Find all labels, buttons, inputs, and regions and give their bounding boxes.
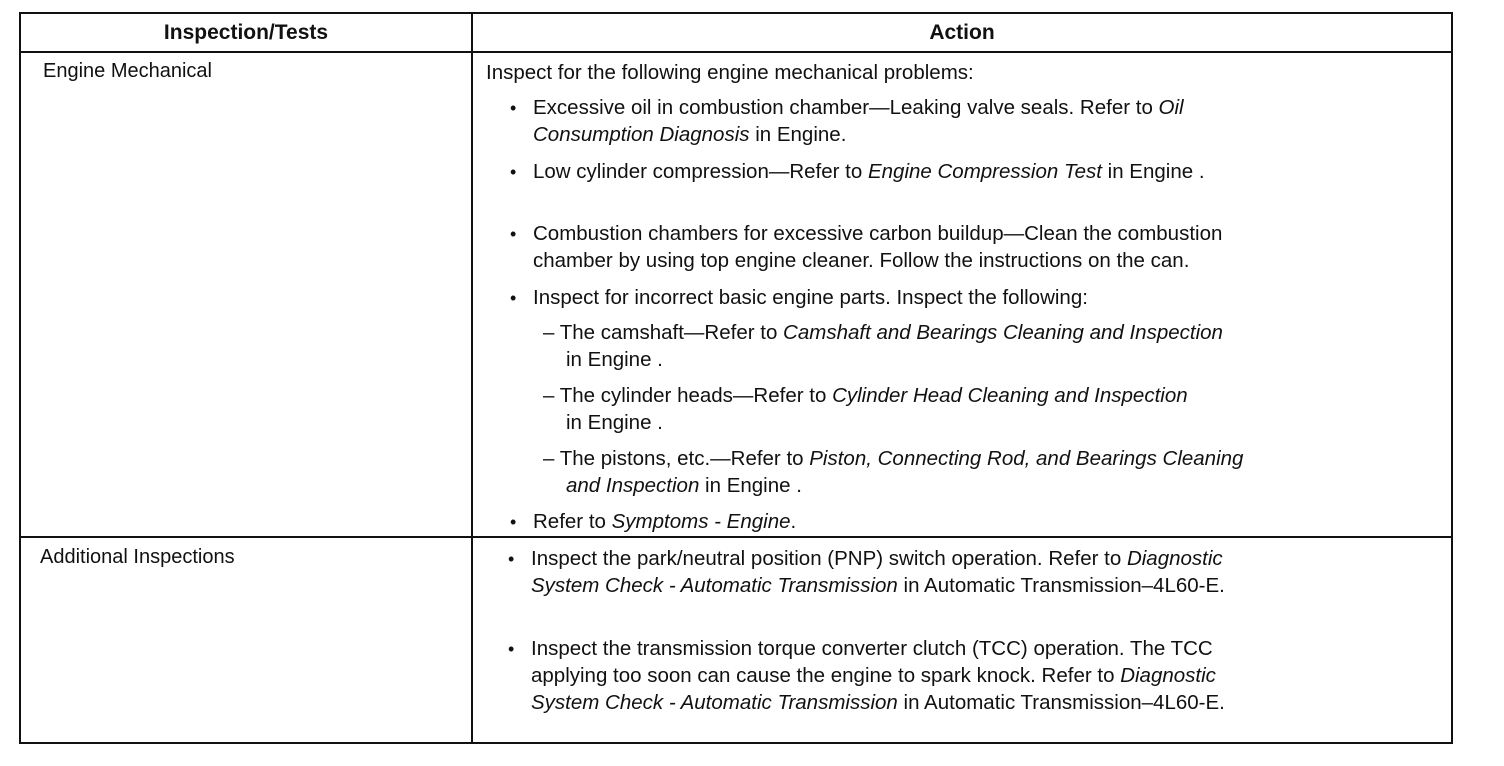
bullet-compression: Low cylinder compression—Refer to Engine Compression Test in Engine . (533, 160, 1205, 183)
bullet-glyph: • (510, 288, 517, 308)
bullet-pnp-line1: Inspect the park/neutral position (PNP) switch operation. Refer to Diagnostic (531, 547, 1223, 570)
bullet-glyph: • (510, 162, 517, 182)
bullet-glyph: • (508, 549, 515, 569)
bullet-glyph: • (510, 512, 517, 532)
subitem-pistons-line2: and Inspection in Engine . (566, 474, 802, 497)
diagnostic-table (19, 12, 1453, 744)
bullet-carbon-line2: chamber by using top engine cleaner. Follow the instructions on the can. (533, 249, 1190, 272)
bullet-glyph: • (510, 224, 517, 244)
bullet-oil-line1: Excessive oil in combustion chamber—Leaking valve seals. Refer to Oil (533, 96, 1184, 119)
row-label-additional-inspections: Additional Inspections (40, 546, 235, 568)
subitem-heads-line2: in Engine . (566, 411, 663, 434)
header-action: Action (929, 21, 995, 44)
bullet-basic-parts: Inspect for incorrect basic engine parts. Inspect the following: (533, 286, 1088, 309)
subitem-heads-line1: – The cylinder heads—Refer to Cylinder Head Cleaning and Inspection (543, 384, 1188, 407)
bullet-oil-line2: Consumption Diagnosis in Engine. (533, 123, 847, 146)
bullet-glyph: • (508, 639, 515, 659)
bullet-tcc-line3: System Check - Automatic Transmission in Automatic Transmission–4L60-E. (531, 691, 1225, 714)
bullet-tcc-line2: applying too soon can cause the engine to spark knock. Refer to Diagnostic (531, 664, 1216, 687)
subitem-pistons-line1: – The pistons, etc.—Refer to Piston, Connecting Rod, and Bearings Cleaning (543, 447, 1244, 470)
bullet-pnp-line2: System Check - Automatic Transmission in Automatic Transmission–4L60-E. (531, 574, 1225, 597)
bullet-tcc-line1: Inspect the transmission torque converter clutch (TCC) operation. The TCC (531, 637, 1213, 660)
row-label-engine-mechanical: Engine Mechanical (43, 60, 212, 82)
bullet-symptoms: Refer to Symptoms - Engine. (533, 510, 797, 533)
bullet-glyph: • (510, 98, 517, 118)
subitem-camshaft-line2: in Engine . (566, 348, 663, 371)
bullet-carbon-line1: Combustion chambers for excessive carbon buildup—Clean the combustion (533, 222, 1223, 245)
row1-intro: Inspect for the following engine mechanical problems: (486, 61, 974, 84)
subitem-camshaft-line1: – The camshaft—Refer to Camshaft and Bearings Cleaning and Inspection (543, 321, 1223, 344)
header-inspection-tests: Inspection/Tests (163, 21, 329, 44)
column-divider (471, 14, 473, 742)
row-divider (21, 536, 1451, 538)
header-divider (21, 51, 1451, 53)
